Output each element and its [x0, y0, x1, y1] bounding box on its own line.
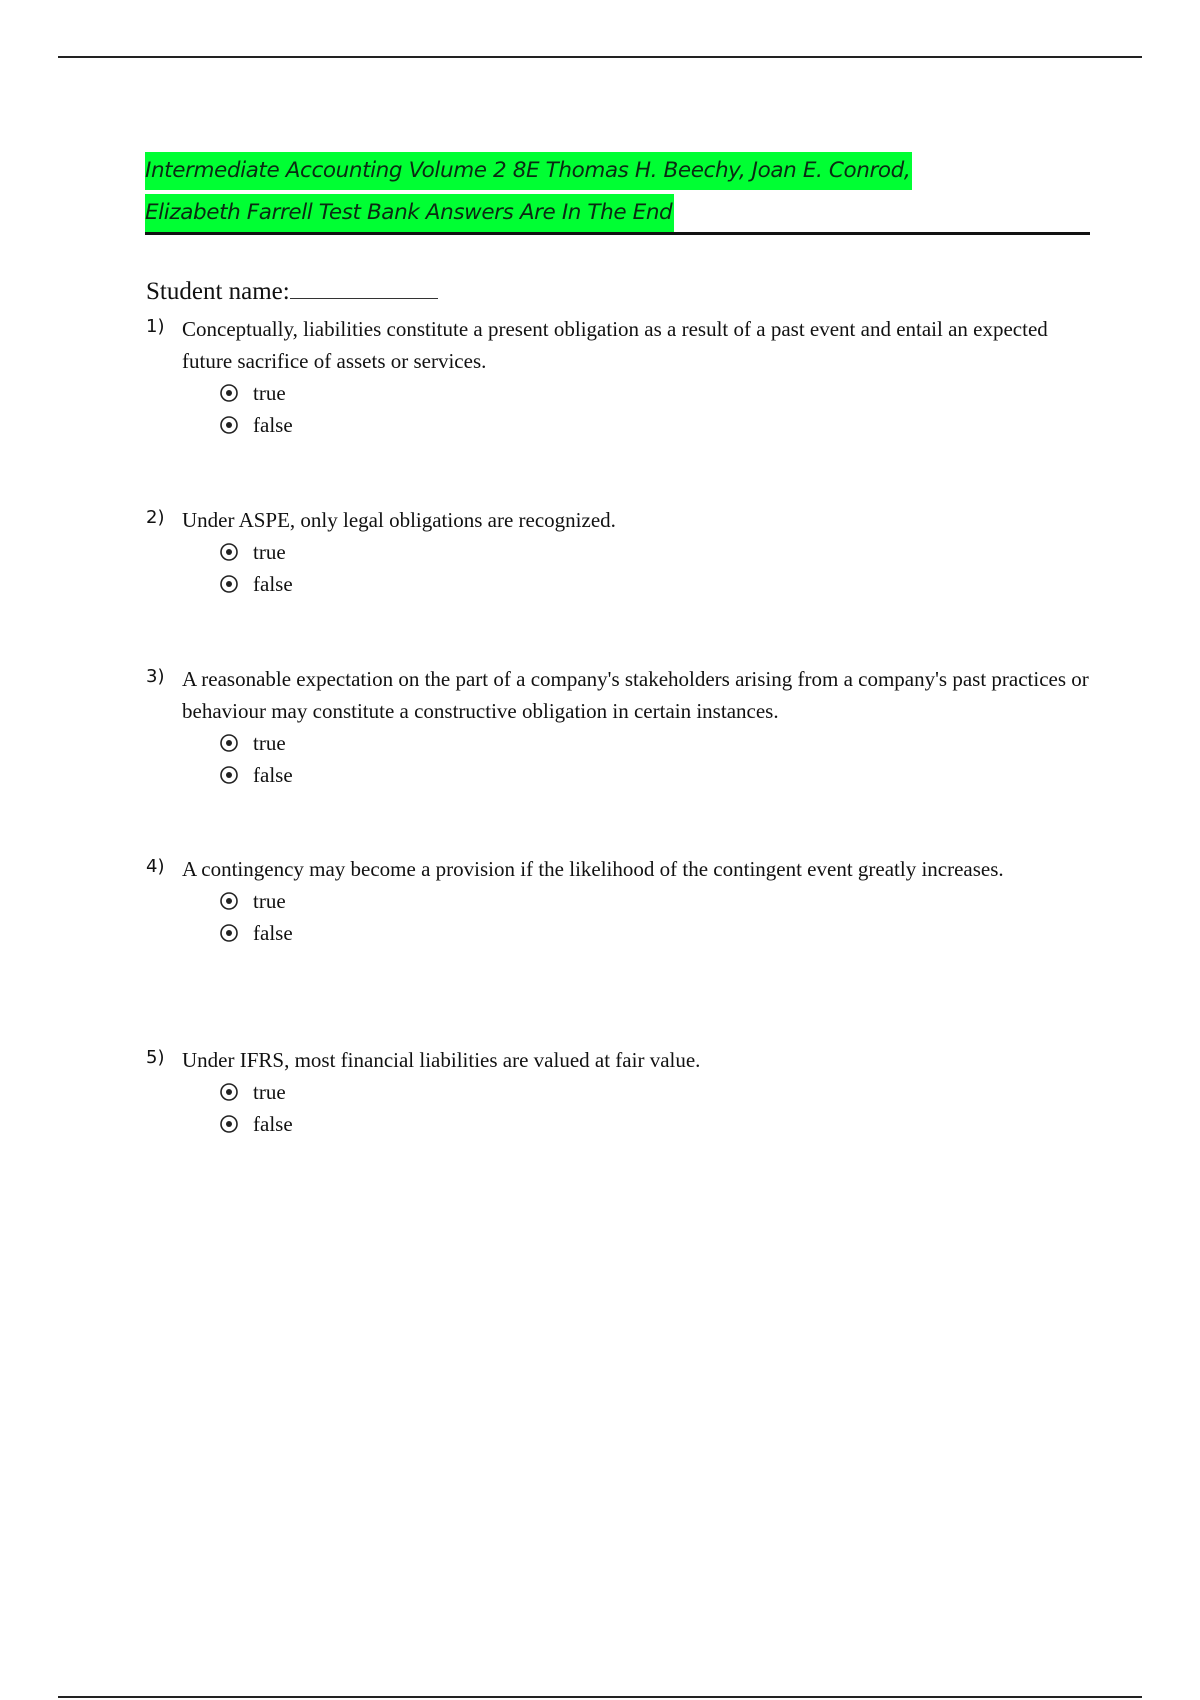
option-false[interactable] — [219, 409, 1096, 441]
option-true[interactable] — [219, 727, 1096, 759]
question-number: 3) — [146, 666, 165, 687]
answer-options — [219, 536, 1096, 600]
question-4 — [146, 853, 1096, 949]
option-label: false — [253, 413, 293, 437]
option-label: true — [253, 731, 286, 755]
question-number: 4) — [146, 856, 165, 877]
radio-option-icon[interactable] — [219, 1082, 239, 1102]
option-label: false — [253, 921, 293, 945]
radio-option-icon[interactable] — [219, 891, 239, 911]
question-text: Under IFRS, most financial liabilities are valued at fair value. — [182, 1048, 701, 1072]
option-label: false — [253, 763, 293, 787]
page-bottom-rule — [58, 1696, 1142, 1698]
option-false[interactable] — [219, 568, 1096, 600]
answer-options — [219, 727, 1096, 791]
option-false[interactable] — [219, 917, 1096, 949]
option-label: true — [253, 1080, 286, 1104]
answer-options — [219, 885, 1096, 949]
question-text: A reasonable expectation on the part of a company's stakeholders arising from a company's past practices or behaviour may constitute a constructive obligation in certain instances. — [182, 667, 1089, 723]
student-name-label: Student name: — [146, 278, 290, 305]
question-number: 5) — [146, 1047, 165, 1068]
option-true[interactable] — [219, 377, 1096, 409]
student-name-row — [146, 278, 438, 306]
option-label: true — [253, 381, 286, 405]
document-title — [145, 150, 1090, 235]
option-true[interactable] — [219, 885, 1096, 917]
radio-option-icon[interactable] — [219, 1114, 239, 1134]
option-false[interactable] — [219, 759, 1096, 791]
option-true[interactable] — [219, 536, 1096, 568]
title-line-1: Intermediate Accounting Volume 2 8E Thomas H. Beechy, Joan E. Conrod, — [145, 152, 912, 190]
option-label: false — [253, 572, 293, 596]
radio-option-icon[interactable] — [219, 542, 239, 562]
radio-option-icon[interactable] — [219, 415, 239, 435]
option-label: true — [253, 540, 286, 564]
option-false[interactable] — [219, 1108, 1096, 1140]
question-text: A contingency may become a provision if the likelihood of the contingent event greatly increases. — [182, 857, 1004, 881]
radio-option-icon[interactable] — [219, 765, 239, 785]
option-true[interactable] — [219, 1076, 1096, 1108]
option-label: true — [253, 889, 286, 913]
question-text: Under ASPE, only legal obligations are recognized. — [182, 508, 616, 532]
option-label: false — [253, 1112, 293, 1136]
page-top-rule — [58, 56, 1142, 58]
student-name-blank[interactable] — [290, 298, 438, 299]
question-number: 1) — [146, 316, 165, 337]
answer-options — [219, 377, 1096, 441]
title-line-2: Elizabeth Farrell Test Bank Answers Are In The End — [145, 194, 674, 232]
radio-option-icon[interactable] — [219, 574, 239, 594]
radio-option-icon[interactable] — [219, 733, 239, 753]
question-3 — [146, 663, 1096, 791]
question-1 — [146, 313, 1096, 441]
radio-option-icon[interactable] — [219, 923, 239, 943]
radio-option-icon[interactable] — [219, 383, 239, 403]
question-text: Conceptually, liabilities constitute a present obligation as a result of a past event and entail an expected future sacrifice of assets or services. — [182, 317, 1048, 373]
answer-options — [219, 1076, 1096, 1140]
question-number: 2) — [146, 507, 165, 528]
question-2 — [146, 504, 1096, 600]
question-5 — [146, 1044, 1096, 1140]
